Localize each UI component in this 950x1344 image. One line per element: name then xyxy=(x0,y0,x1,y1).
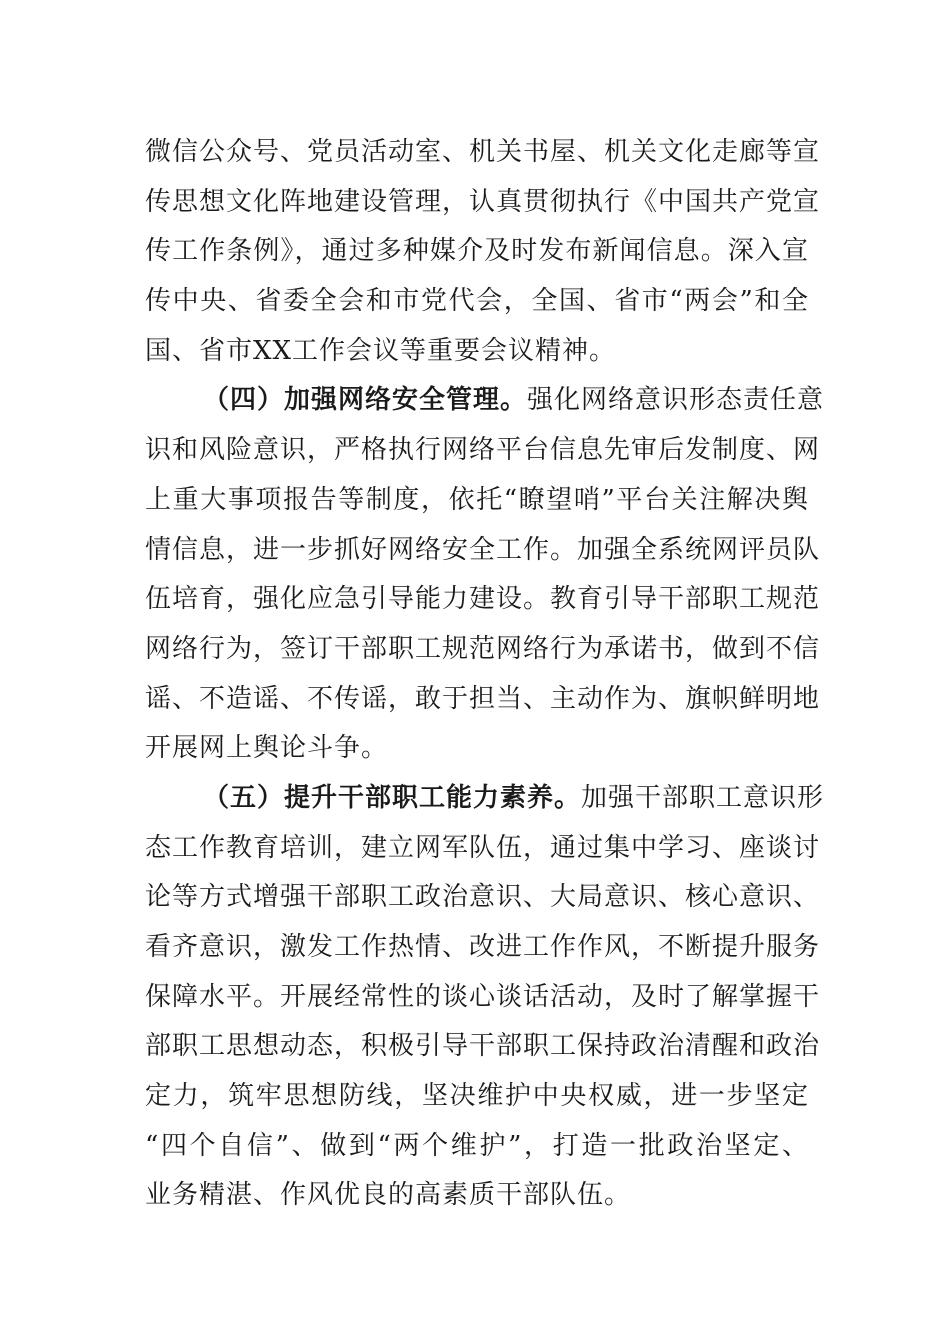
paragraph-2-line-5: 伍培育，强化应急引导能力建设。教育引导干部职工规范 xyxy=(145,584,821,615)
paragraph-1-line-1: 微信公众号、党员活动室、机关书屋、机关文化走廊等宣 xyxy=(145,137,821,167)
paragraph-3-line-8: “四个自信”、做到“两个维护”，打造一批政治坚定、 xyxy=(145,1130,809,1161)
document-body xyxy=(145,128,825,1221)
paragraph-3-line-1 xyxy=(145,774,825,824)
paragraph-2-line-7: 谣、不造谣、不传谣，敢于担当、主动作为、旗帜鲜明地 xyxy=(145,683,821,714)
paragraph-2-line-4: 情信息，进一步抓好网络安全工作。加强全系统网评员队 xyxy=(145,534,821,565)
paragraph-3-line-6: 部职工思想动态，积极引导干部职工保持政治清醒和政治 xyxy=(145,1031,821,1062)
paragraph-2-line-3: 上重大事项报告等制度，依托“瞭望哨”平台关注解决舆 xyxy=(145,484,809,515)
paragraph-1-line-4: 传中央、省委全会和市党代会，全国、省市“两会”和全 xyxy=(145,286,809,317)
paragraph-2-line-2: 识和风险意识，严格执行网络平台信息先审后发制度、网 xyxy=(145,435,821,466)
paragraph-3-line-4: 看齐意识，激发工作热情、改进工作作风，不断提升服务 xyxy=(145,932,821,962)
paragraph-2-line-8: 开展网上舆论斗争。 xyxy=(145,733,389,764)
paragraph-2-text: 强化网络意识形态责任意 xyxy=(527,385,825,416)
paragraph-1-line-2: 传思想文化阵地建设管理，认真贯彻执行《中国共产党宣 xyxy=(145,186,821,217)
paragraph-3-line-2: 态工作教育培训，建立网军队伍，通过集中学习、座谈讨 xyxy=(145,832,821,863)
paragraph-3-line-3: 论等方式增强干部职工政治意识、大局意识、核心意识、 xyxy=(145,882,821,913)
paragraph-2-line-6: 网络行为，签订干部职工规范网络行为承诺书，做到不信 xyxy=(145,633,821,664)
section-heading-4: （四）加强网络安全管理。 xyxy=(203,385,528,416)
section-heading-5: （五）提升干部职工能力素养。 xyxy=(203,782,582,813)
paragraph-3-line-5: 保障水平。开展经常性的谈心谈话活动，及时了解掌握干 xyxy=(145,981,821,1012)
paragraph-3-text: 加强干部职工意识形 xyxy=(581,782,825,813)
paragraph-1-line-3: 传工作条例》，通过多种媒介及时发布新闻信息。深入宣 xyxy=(145,236,809,267)
paragraph-1-line-5: 国、省市XX工作会议等重要会议精神。 xyxy=(145,335,617,366)
paragraph-2-line-1 xyxy=(145,376,825,426)
paragraph-3-line-9: 业务精湛、作风优良的高素质干部队伍。 xyxy=(145,1180,632,1211)
paragraph-3-line-7: 定力，筑牢思想防线，坚决维护中央权威，进一步坚定 xyxy=(145,1081,809,1112)
